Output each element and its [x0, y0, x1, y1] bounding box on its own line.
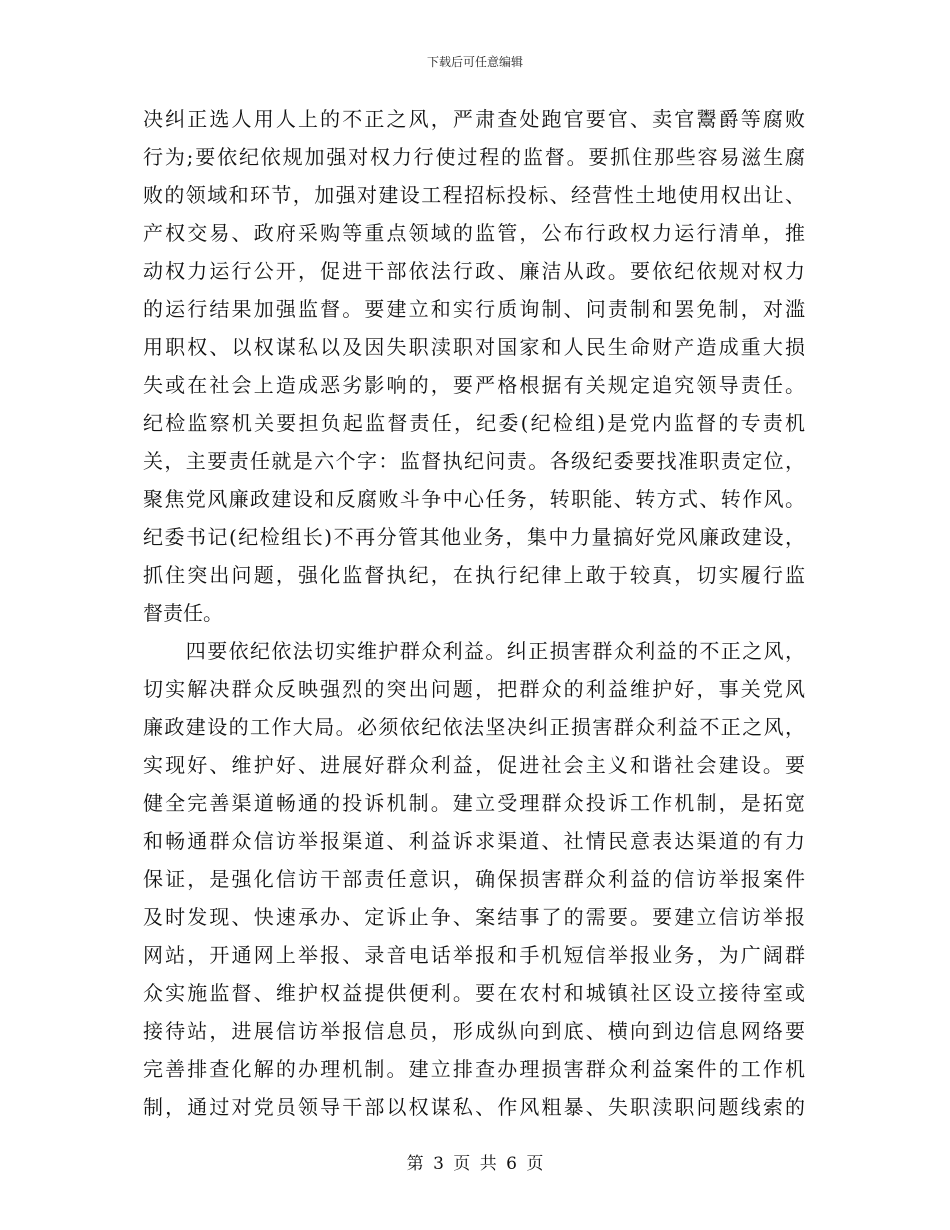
paragraph-2: [143, 632, 805, 1126]
document-body: [143, 100, 805, 1126]
text-line: 决纠正选人用人上的不正之风，严肃查处跑官要官、卖官鬻爵等腐败: [143, 107, 805, 131]
text-line: 制，通过对党员领导干部以权谋私、作风粗暴、失职渎职问题线索的: [143, 1095, 805, 1119]
text-line: 实现好、维护好、进展好群众利益，促进社会主义和谐社会建设。要: [143, 753, 805, 777]
text-line: 败的领域和环节，加强对建设工程招标投标、经营性土地使用权出让、: [143, 183, 805, 207]
text-line: 关，主要责任就是六个字：监督执纪问责。各级纪委要找准职责定位，: [143, 449, 805, 473]
text-line: 切实解决群众反映强烈的突出问题，把群众的利益维护好，事关党风: [143, 677, 805, 701]
text-line: 完善排查化解的办理机制。建立排查办理损害群众利益案件的工作机: [143, 1057, 805, 1081]
text-line: 接待站，进展信访举报信息员，形成纵向到底、横向到边信息网络要: [143, 1019, 805, 1043]
text-line: 廉政建设的工作大局。必须依纪依法坚决纠正损害群众利益不正之风，: [143, 715, 805, 739]
text-line: 四要依纪依法切实维护群众利益。纠正损害群众利益的不正之风，: [143, 639, 805, 663]
text-line: 失或在社会上造成恶劣影响的，要严格根据有关规定追究领导责任。: [143, 373, 805, 397]
text-line: 督责任。: [143, 601, 223, 625]
text-line: 聚焦党风廉政建设和反腐败斗争中心任务，转职能、转方式、转作风。: [143, 487, 805, 511]
text-line: 保证，是强化信访干部责任意识，确保损害群众利益的信访举报案件: [143, 867, 805, 891]
text-line: 纪检监察机关要担负起监督责任，纪委(纪检组)是党内监督的专责机: [143, 411, 805, 435]
text-line: 的运行结果加强监督。要建立和实行质询制、问责制和罢免制，对滥: [143, 297, 805, 321]
paragraph-1: [143, 100, 805, 632]
text-line: 和畅通群众信访举报渠道、利益诉求渠道、社情民意表达渠道的有力: [143, 829, 805, 853]
page-header: 下载后可任意编辑: [426, 55, 523, 69]
text-line: 众实施监督、维护权益提供便利。要在农村和城镇社区设立接待室或: [143, 981, 805, 1005]
text-line: 用职权、以权谋私以及因失职渎职对国家和人民生命财产造成重大损: [143, 335, 805, 359]
text-line: 抓住突出问题，强化监督执纪，在执行纪律上敢于较真，切实履行监: [143, 563, 805, 587]
text-line: 网站，开通网上举报、录音电话举报和手机短信举报业务，为广阔群: [143, 943, 805, 967]
text-line: 行为;要依纪依规加强对权力行使过程的监督。要抓住那些容易滋生腐: [143, 145, 805, 169]
text-line: 及时发现、快速承办、定诉止争、案结事了的需要。要建立信访举报: [143, 905, 805, 929]
text-line: 纪委书记(纪检组长)不再分管其他业务，集中力量搞好党风廉政建设，: [143, 525, 805, 549]
text-line: 产权交易、政府采购等重点领域的监管，公布行政权力运行清单，推: [143, 221, 805, 245]
text-line: 动权力运行公开，促进干部依法行政、廉洁从政。要依纪依规对权力: [143, 259, 805, 283]
text-line: 健全完善渠道畅通的投诉机制。建立受理群众投诉工作机制，是拓宽: [143, 791, 805, 815]
page-footer: 第 3 页 共 6 页: [406, 1154, 544, 1174]
